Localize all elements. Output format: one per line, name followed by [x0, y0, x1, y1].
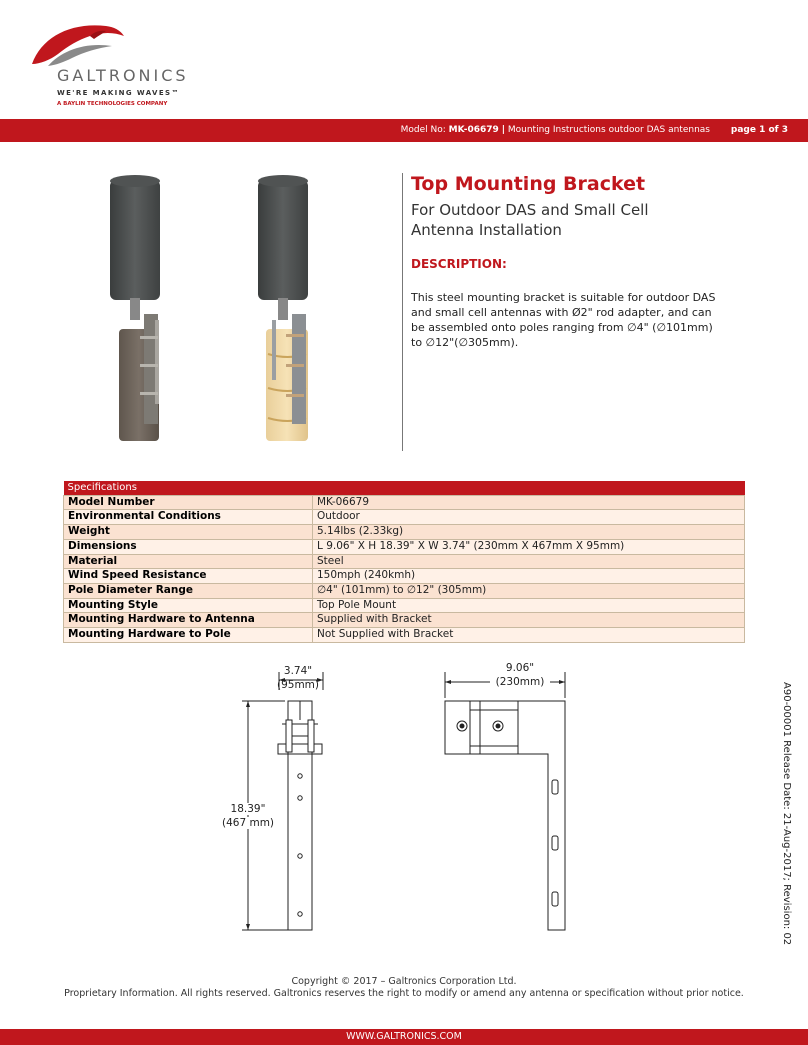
spec-heading: Specifications	[64, 481, 745, 495]
specifications-table	[63, 481, 745, 643]
dim-length-in: 9.06"	[490, 662, 550, 674]
spec-key: Pole Diameter Range	[64, 583, 313, 598]
front-view-drawing	[230, 660, 350, 940]
dim-height-mm: (467 mm)	[217, 817, 279, 829]
spec-key: Mounting Hardware to Pole	[64, 628, 313, 643]
model-number: MK-06679	[448, 125, 499, 135]
spec-row	[64, 628, 745, 643]
website-link[interactable]: WWW.GALTRONICS.COM	[346, 1031, 462, 1042]
spec-key: Wind Speed Resistance	[64, 569, 313, 584]
spec-value: ∅4" (101mm) to ∅12" (305mm)	[313, 583, 745, 598]
spec-row	[64, 525, 745, 540]
spec-value: Not Supplied with Bracket	[313, 628, 745, 643]
model-prefix: Model No:	[400, 125, 446, 135]
copyright: Copyright © 2017 – Galtronics Corporation Ltd.	[291, 976, 517, 987]
spec-key: Environmental Conditions	[64, 510, 313, 525]
description-text: This steel mounting bracket is suitable for outdoor DAS and small cell antennas with Ø2" rod adapter, and can be assembled onto poles ranging from ∅4" (∅101mm) to ∅12"(∅305mm).	[411, 291, 716, 349]
spec-key: Mounting Style	[64, 598, 313, 613]
spec-row	[64, 554, 745, 569]
spec-value: 150mph (240kmh)	[313, 569, 745, 584]
dim-length-mm: (230mm)	[490, 676, 550, 688]
spec-row	[64, 613, 745, 628]
dim-width-in: 3.74"	[283, 665, 313, 677]
spec-row	[64, 569, 745, 584]
spec-key: Weight	[64, 525, 313, 540]
spec-row	[64, 583, 745, 598]
spec-row	[64, 598, 745, 613]
spec-value: Top Pole Mount	[313, 598, 745, 613]
bracket-render-wood-pole	[248, 174, 328, 442]
spec-value: 5.14lbs (2.33kg)	[313, 525, 745, 540]
spec-value: Steel	[313, 554, 745, 569]
product-title: Top Mounting Bracket	[411, 173, 646, 195]
proprietary-notice: Proprietary Information. All rights reserved. Galtronics reserves the right to modify or amend any antenna or specification without prior notice.	[64, 988, 744, 999]
brand-subtagline: A BAYLIN TECHNOLOGIES COMPANY	[57, 101, 168, 107]
spec-row	[64, 510, 745, 525]
brand-tagline: WE'RE MAKING WAVES™	[57, 89, 180, 97]
side-view-drawing	[430, 660, 580, 940]
spec-key: Dimensions	[64, 539, 313, 554]
spec-key: Model Number	[64, 495, 313, 510]
galtronics-dolphin-logo-icon	[28, 18, 128, 70]
product-subtitle: For Outdoor DAS and Small Cell Antenna Installation	[411, 201, 649, 239]
bracket-render-bare-pole	[100, 174, 180, 442]
description-heading: DESCRIPTION:	[411, 257, 507, 271]
header-separator: |	[501, 125, 505, 135]
spec-key: Mounting Hardware to Antenna	[64, 613, 313, 628]
spec-value: Outdoor	[313, 510, 745, 525]
header-model-line	[401, 125, 710, 135]
page-label: page 1 of 3	[730, 125, 788, 135]
revision-note: A90-00001 Release Date: 21-Aug-2017; Revision: 02	[781, 682, 792, 946]
spec-row	[64, 495, 745, 510]
spec-value: MK-06679	[313, 495, 745, 510]
brand-name: GALTRONICS	[57, 66, 189, 85]
spec-value: L 9.06" X H 18.39" X W 3.74" (230mm X 467mm X 95mm)	[313, 539, 745, 554]
dim-height-in: 18.39"	[217, 803, 279, 815]
spec-value: Supplied with Bracket	[313, 613, 745, 628]
vertical-divider	[402, 173, 403, 451]
spec-key: Material	[64, 554, 313, 569]
doc-title: Mounting Instructions outdoor DAS antennas	[507, 125, 710, 135]
spec-table-header	[64, 481, 745, 495]
spec-row	[64, 539, 745, 554]
dim-width-mm: (95mm)	[276, 679, 319, 691]
